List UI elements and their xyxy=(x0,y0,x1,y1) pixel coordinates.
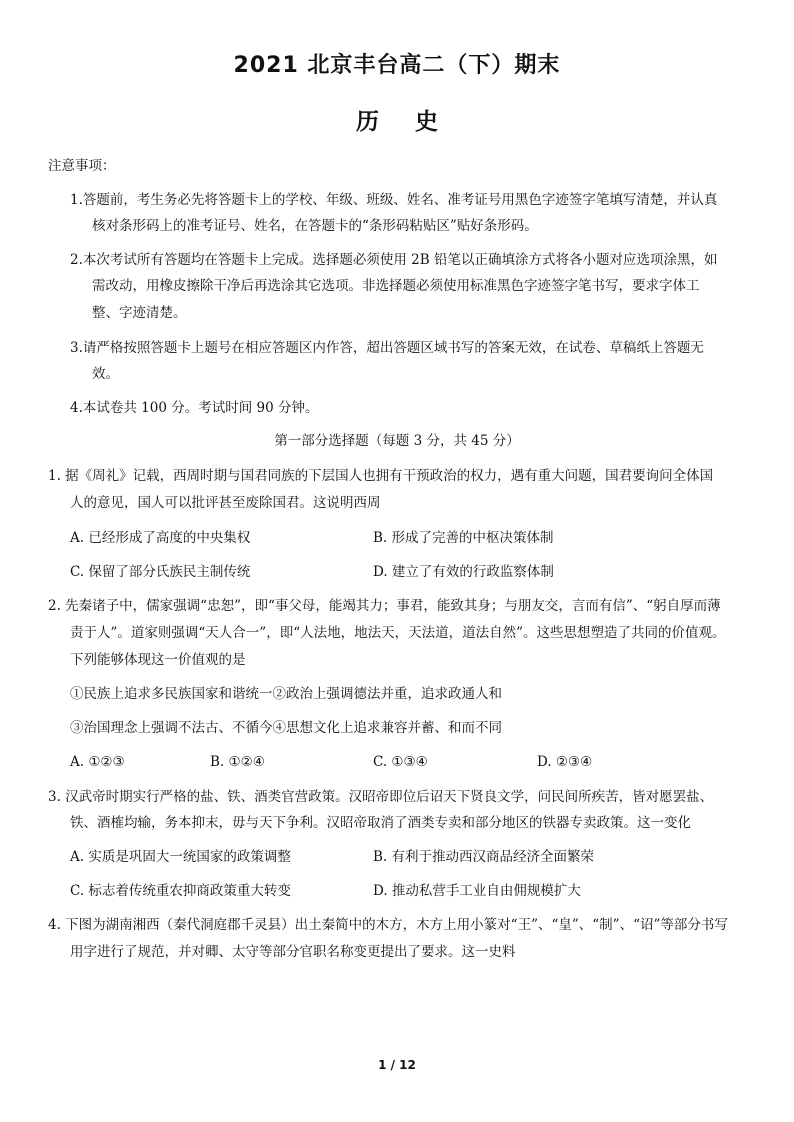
q1-option-d: D. 建立了有效的行政监察体制 xyxy=(373,564,554,580)
note-3-line-1: 3.请严格按照答题卡上题号在相应答题区内作答，超出答题区域书写的答案无效，在试卷、草稿纸上答题无 xyxy=(70,340,704,356)
q2-stem-line-2: 责于人”。道家则强调“天人合一”，即“人法地，地法天，天法道，道法自然”。这些思想塑造了共同的价值观。 xyxy=(70,625,726,641)
q2-stem-line-1: 2. 先秦诸子中，儒家强调“忠恕”，即“事父母，能竭其力；事君，能致其身；与朋友交，言而有信”、“躬自厚而薄 xyxy=(48,598,721,614)
q4-stem-line-1: 4. 下图为湖南湘西（秦代洞庭郡千灵县）出土秦简中的木方，木方上用小篆对“王”、“皇”、“制”、“诏”等部分书写 xyxy=(48,917,728,933)
q2-stem-line-3: 下列能够体现这一价值观的是 xyxy=(70,652,246,668)
q2-option-b: B. ①②④ xyxy=(210,754,265,770)
note-2-line-3: 整、字迹清楚。 xyxy=(92,305,187,321)
q4-stem-line-2: 用字进行了规范，并对卿、太守等部分官职名称变更提出了要求。这一史料 xyxy=(70,944,516,960)
subject-title: 历 史 xyxy=(355,109,438,135)
q2-option-c: C. ①③④ xyxy=(373,754,428,770)
note-1-line-2: 核对条形码上的准考证号、姓名，在答题卡的“条形码粘贴区”贴好条形码。 xyxy=(92,218,538,234)
q3-stem-line-2: 铁、酒榷均输，务本抑末，毋与天下争利。汉昭帝取消了酒类专卖和部分地区的铁器专卖政策。这一变化 xyxy=(70,815,691,831)
note-2-line-1: 2.本次考试所有答题均在答题卡上完成。选择题必须使用 2B 铅笔以正确填涂方式将各小题对应选项涂黑，如 xyxy=(70,252,718,268)
q2-statement-1: ①民族上追求多民族国家和谐统一②政治上强调德法并重，追求政通人和 xyxy=(70,686,502,702)
section-title: 第一部分选择题（每题 3 分，共 45 分） xyxy=(274,433,520,449)
note-3-line-2: 效。 xyxy=(92,366,119,382)
page-number: 1 / 12 xyxy=(378,1058,416,1072)
q1-option-b: B. 形成了完善的中枢决策体制 xyxy=(373,530,554,546)
q1-option-a: A. 已经形成了高度的中央集权 xyxy=(70,530,251,546)
q3-option-b: B. 有利于推动西汉商品经济全面繁荣 xyxy=(373,849,595,865)
q3-option-a: A. 实质是巩固大一统国家的政策调整 xyxy=(70,849,291,865)
notes-heading: 注意事项： xyxy=(48,158,116,174)
q3-option-c: C. 标志着传统重农抑商政策重大转变 xyxy=(70,883,291,899)
q1-stem-line-1: 1. 据《周礼》记载，西周时期与国君同族的下层国人也拥有干预政治的权力，遇有重大问题，国君要询问全体国 xyxy=(48,468,714,484)
q2-option-d: D. ②③④ xyxy=(537,754,593,770)
q1-stem-line-2: 人的意见，国人可以批评甚至废除国君。这说明西周 xyxy=(70,495,381,511)
q2-option-a: A. ①②③ xyxy=(70,754,125,770)
exam-title: 2021 北京丰台高二（下）期末 xyxy=(233,53,561,78)
note-2-line-2: 需改动，用橡皮擦除干净后再选涂其它选项。非选择题必须使用标准黑色字迹签字笔书写，要求字体工 xyxy=(92,278,700,294)
q3-stem-line-1: 3. 汉武帝时期实行严格的盐、铁、酒类官营政策。汉昭帝即位后诏天下贤良文学，问民间所疾苦，皆对愿罢盐、 xyxy=(48,789,714,805)
note-4-line-1: 4.本试卷共 100 分。考试时间 90 分钟。 xyxy=(70,400,319,416)
note-1-line-1: 1.答题前，考生务必先将答题卡上的学校、年级、班级、姓名、准考证号用黑色字迹签字笔填写清楚，并认真 xyxy=(70,192,718,208)
q2-statement-2: ③治国理念上强调不法古、不循今④思想文化上追求兼容并蓄、和而不同 xyxy=(70,720,502,736)
q3-option-d: D. 推动私营手工业自由佣规模扩大 xyxy=(373,883,581,899)
q1-option-c: C. 保留了部分氏族民主制传统 xyxy=(70,564,251,580)
